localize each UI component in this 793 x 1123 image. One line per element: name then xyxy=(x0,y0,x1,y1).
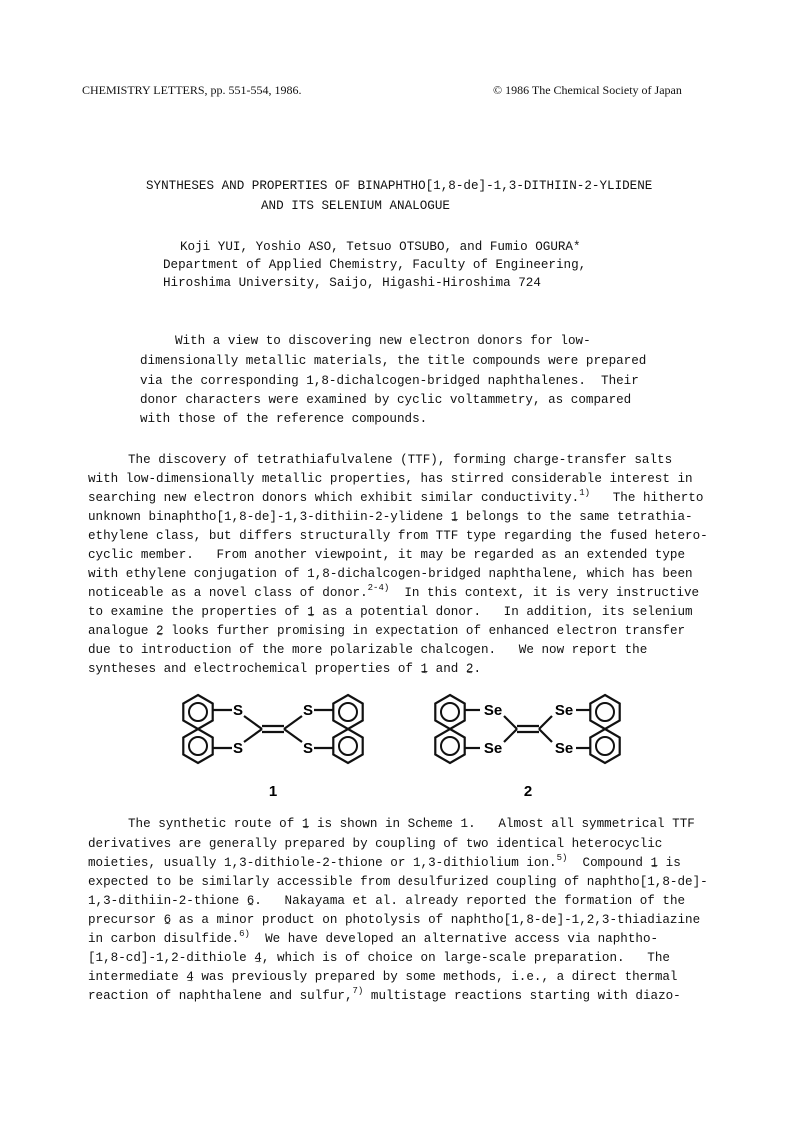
author-list: Koji YUI, Yoshio ASO, Tetsuo OTSUBO, and Fumio OGURA* xyxy=(180,240,581,254)
body-line: syntheses and electrochemical properties of 1 ~ and 2 ~. xyxy=(88,662,481,676)
citation-superscript: 7) xyxy=(352,986,364,996)
body-line: in carbon disulfide.$^{6)}$ We have developed an alternative access via naphtho- xyxy=(88,929,659,946)
body-line: unknown binaphtho[1,8-de]-1,3-dithiin-2-ylidene 1 ~ belongs to the same tetrathia- xyxy=(88,510,693,524)
compound-ref: 2 ~ xyxy=(466,662,474,676)
body-line: noticeable as a novel class of donor.$^{2-4)}$ In this context, it is very instructive xyxy=(88,583,700,600)
body-line: [1,8-cd]-1,2-dithiole 4 ~, which is of choice on large-scale preparation. The xyxy=(88,951,670,965)
sulfur-atom-label: S xyxy=(302,740,314,757)
body-line: ethylene class, but differs structurally from TTF type regarding the fused hetero- xyxy=(88,529,708,543)
compound-ref: 2 ~ xyxy=(156,624,164,638)
body-line: searching new electron donors which exhibit similar conductivity.$^{1)}$ The hitherto xyxy=(88,488,704,505)
body-line: The synthetic route of 1 ~ is shown in Scheme 1. Almost all symmetrical TTF xyxy=(128,817,695,831)
body-line: The discovery of tetrathiafulvalene (TTF), forming charge-transfer salts xyxy=(128,453,673,467)
affiliation-address: Hiroshima University, Saijo, Higashi-Hiroshima 724 xyxy=(163,276,541,290)
body-line: to examine the properties of 1 ~ as a potential donor. In addition, its selenium xyxy=(88,605,693,619)
compound-2-structure xyxy=(435,695,619,800)
compound-ref: 1 ~ xyxy=(307,605,315,619)
body-line: analogue 2 ~ looks further promising in expectation of enhanced electron transfer xyxy=(88,624,685,638)
compound-ref: 1 ~ xyxy=(302,817,310,831)
selenium-atom-label: Se xyxy=(554,702,574,719)
body-line: moieties, usually 1,3-dithiole-2-thione or 1,3-dithiolium ion.$^{5)}$ Compound 1 ~ is xyxy=(88,856,681,870)
compound-1-structure xyxy=(183,695,362,800)
body-line: intermediate 4 ~ was previously prepared by some methods, i.e., a direct thermal xyxy=(88,970,678,984)
compound-ref: 4 ~ xyxy=(254,951,262,965)
compound-2-label: 2 xyxy=(523,783,533,800)
body-line: with ethylene conjugation of 1,8-dichalcogen-bridged naphthalene, which has been xyxy=(88,567,693,581)
body-line: derivatives are generally prepared by coupling of two identical heterocyclic xyxy=(88,837,663,851)
abstract-line: via the corresponding 1,8-dichalcogen-bridged naphthalenes. Their xyxy=(140,374,639,388)
sulfur-atom-label: S xyxy=(302,702,314,719)
sulfur-atom-label: S xyxy=(232,702,244,719)
body-line: expected to be similarly accessible from desulfurized coupling of naphtho[1,8-de]- xyxy=(88,875,708,889)
body-line: with low-dimensionally metallic properties, has stirred considerable interest in xyxy=(88,472,693,486)
compound-ref: 1 ~ xyxy=(651,856,659,870)
body-line: cyclic member. From another viewpoint, it may be regarded as an extended type xyxy=(88,548,686,562)
compound-ref: 4 ~ xyxy=(186,970,194,984)
compound-ref: 1 ~ xyxy=(451,510,459,524)
selenium-atom-label: Se xyxy=(554,740,574,757)
body-line: reaction of naphthalene and sulfur,$^{7)}$ multistage reactions starting with diazo- xyxy=(88,986,681,1003)
compound-ref: 1 ~ xyxy=(421,662,429,676)
compound-ref: 6 ~ xyxy=(164,913,172,927)
body-line: 1,3-dithiin-2-thione 6 ~. Nakayama et al. already reported the formation of the xyxy=(88,894,685,908)
body-line: due to introduction of the more polarizable chalcogen. We now report the xyxy=(88,643,648,657)
citation-superscript: 1) xyxy=(579,488,591,498)
citation-superscript: 6) xyxy=(239,929,250,939)
copyright-notice: © 1986 The Chemical Society of Japan xyxy=(493,83,682,97)
body-line: precursor 6 ~ as a minor product on photolysis of naphtho[1,8-de]-1,2,3-thiadiazine xyxy=(88,913,700,927)
citation-superscript: 5) xyxy=(556,853,568,863)
compound-1-label: 1 xyxy=(268,783,278,800)
paper-title-line-2: AND ITS SELENIUM ANALOGUE xyxy=(261,199,450,213)
abstract-line: With a view to discovering new electron donors for low- xyxy=(175,334,591,348)
paper-title-line-1: SYNTHESES AND PROPERTIES OF BINAPHTHO[1,8-de]-1,3-DITHIIN-2-YLIDENE xyxy=(146,179,653,193)
abstract-line: with those of the reference compounds. xyxy=(140,412,428,426)
compound-ref: 6 ~ xyxy=(247,894,255,908)
selenium-atom-label: Se xyxy=(483,740,503,757)
selenium-atom-label: Se xyxy=(483,702,503,719)
sulfur-atom-label: S xyxy=(232,740,244,757)
abstract-line: dimensionally metallic materials, the title compounds were prepared xyxy=(140,354,647,368)
affiliation-department: Department of Applied Chemistry, Faculty of Engineering, xyxy=(163,258,587,272)
citation-superscript: 2-4) xyxy=(367,583,390,593)
abstract-line: donor characters were examined by cyclic voltammetry, as compared xyxy=(140,393,632,407)
journal-citation: CHEMISTRY LETTERS, pp. 551-554, 1986. xyxy=(82,83,302,97)
chemical-structures-figure xyxy=(160,686,640,806)
